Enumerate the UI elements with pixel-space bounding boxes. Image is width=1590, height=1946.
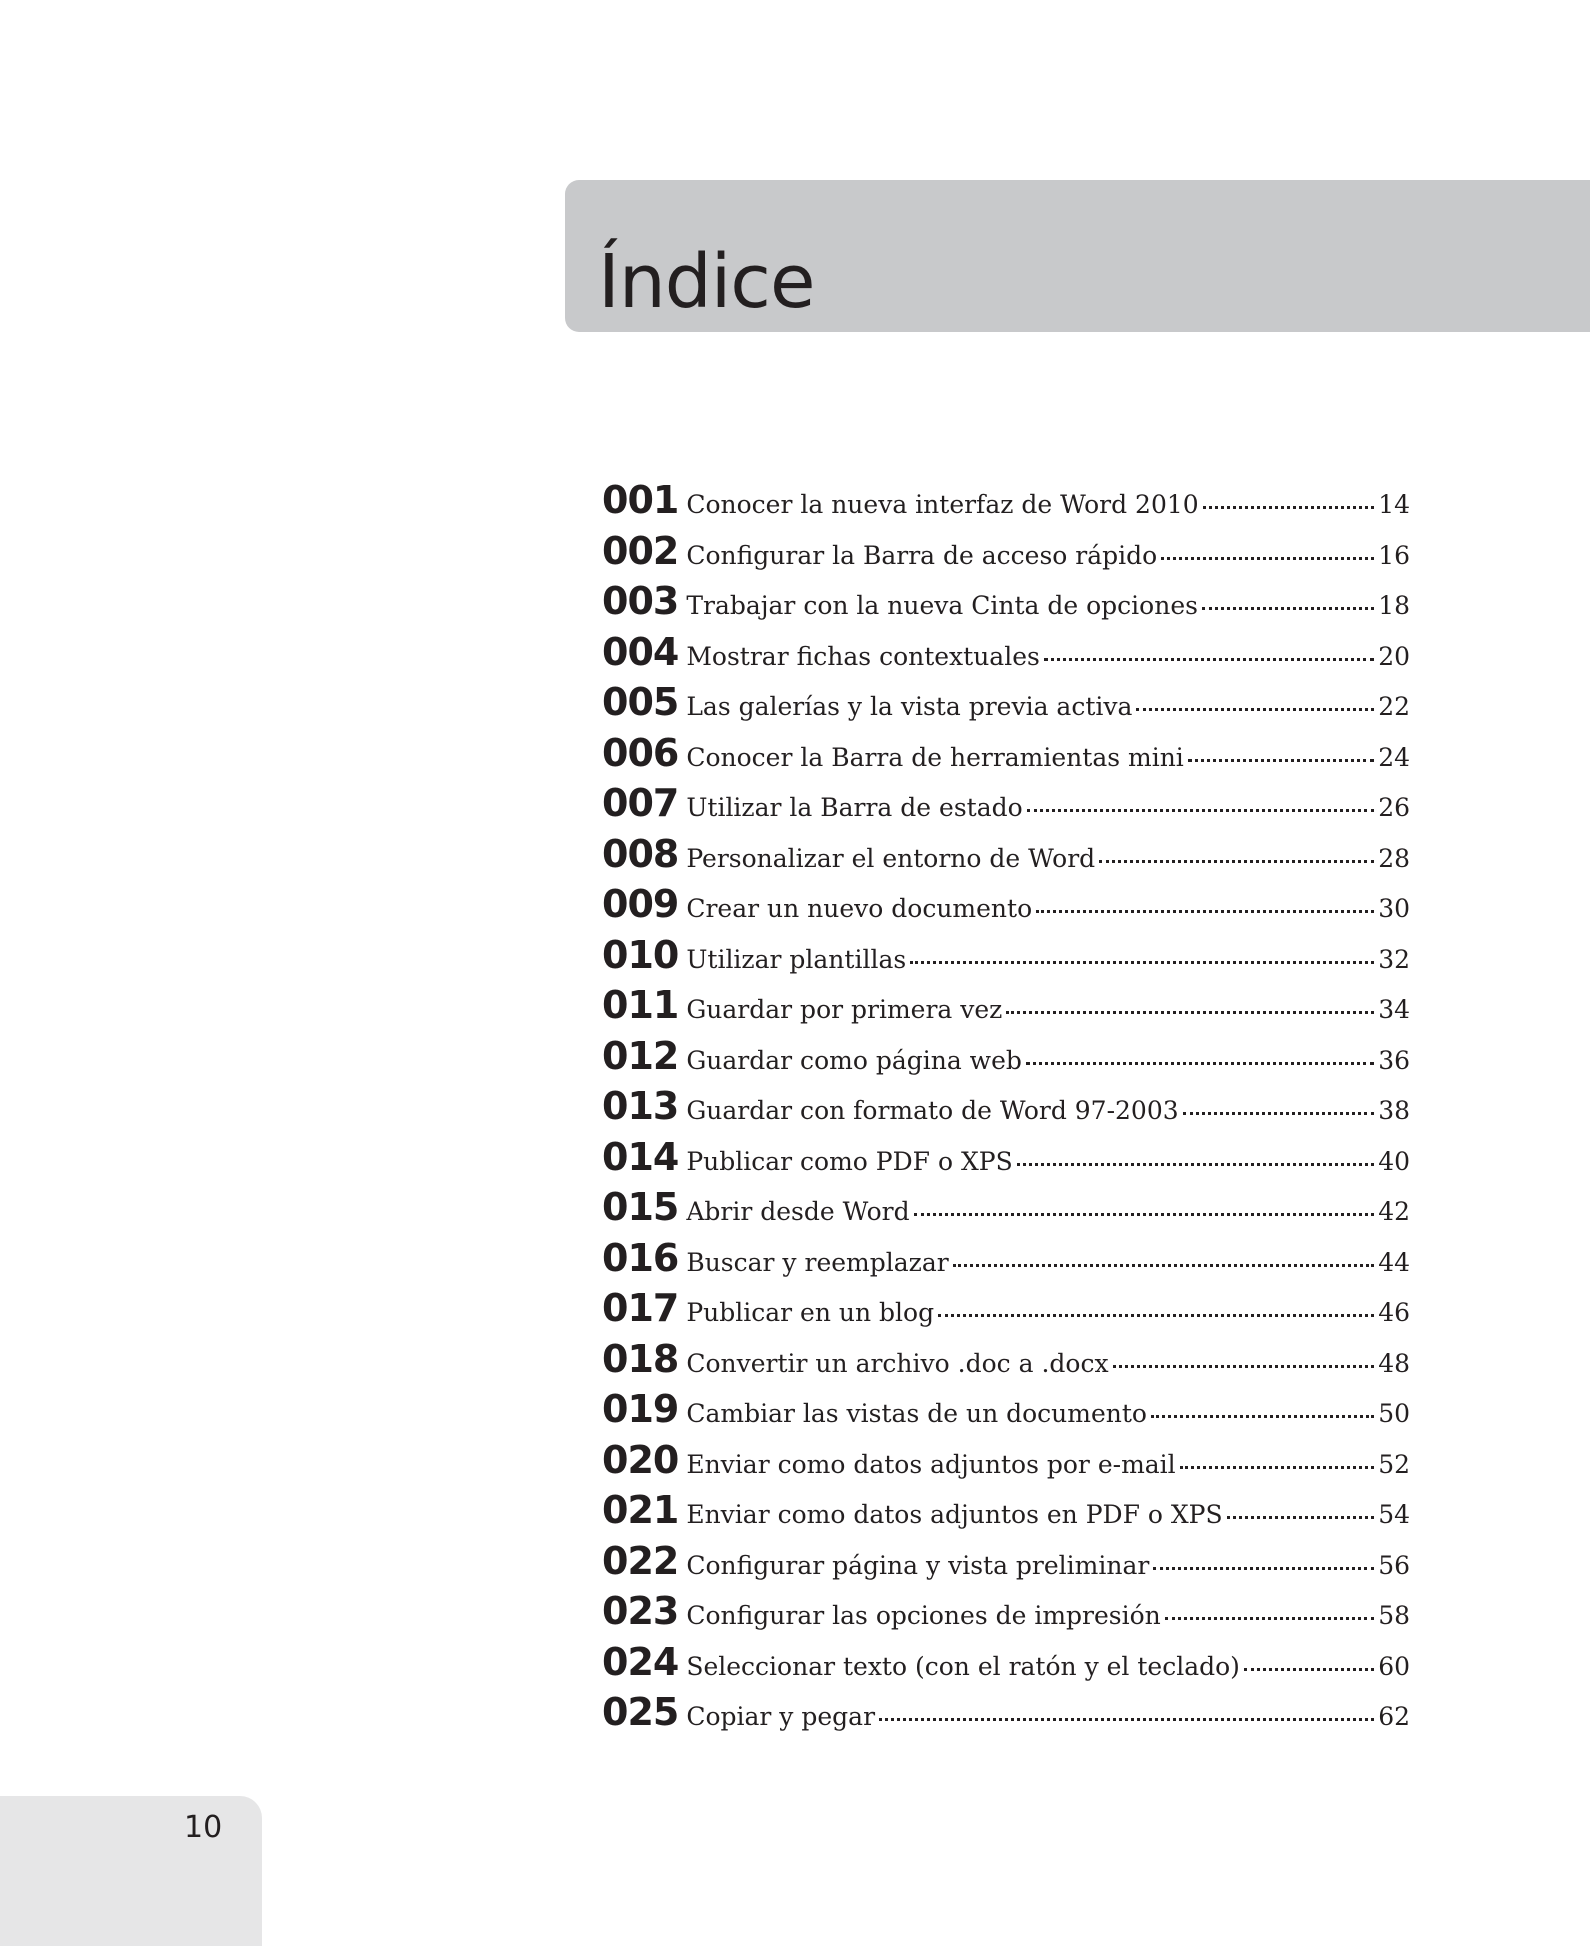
toc-entry[interactable] [602, 529, 1410, 580]
toc-entry[interactable] [602, 630, 1410, 681]
entry-number: 001 [602, 478, 679, 522]
toc-entry[interactable] [602, 579, 1410, 630]
entry-number: 007 [602, 781, 679, 825]
entry-number: 009 [602, 882, 679, 926]
entry-title: Crear un nuevo documento [686, 894, 1033, 923]
dot-leader [1017, 1163, 1374, 1166]
entry-number: 013 [602, 1084, 679, 1128]
entry-page: 62 [1378, 1702, 1410, 1731]
entry-page: 22 [1378, 692, 1410, 721]
dot-leader [1165, 1617, 1374, 1620]
page-title: Índice [598, 239, 815, 325]
entry-title: Publicar como PDF o XPS [686, 1146, 1013, 1176]
entry-page: 44 [1378, 1247, 1410, 1277]
entry-number: 023 [602, 1589, 679, 1633]
entry-number: 011 [602, 983, 679, 1027]
entry-page: 30 [1378, 894, 1410, 923]
entry-page: 28 [1378, 843, 1410, 873]
entry-page: 40 [1378, 1146, 1410, 1176]
entry-number: 016 [602, 1235, 679, 1280]
entry-number: 018 [602, 1336, 679, 1381]
entry-number: 008 [602, 831, 679, 876]
entry-page: 48 [1378, 1348, 1410, 1378]
dot-leader [1136, 708, 1374, 711]
dot-leader [1027, 809, 1375, 812]
dot-leader [1006, 1011, 1374, 1014]
entry-page: 36 [1378, 1045, 1410, 1075]
entry-title: Mostrar fichas contextuales [686, 641, 1040, 671]
entry-number: 004 [602, 629, 679, 674]
toc-entry[interactable] [602, 1488, 1410, 1539]
entry-number: 019 [602, 1387, 679, 1431]
toc-entry[interactable] [602, 1084, 1410, 1135]
dot-leader [914, 1213, 1375, 1216]
entry-title: Las galerías y la vista previa activa [686, 692, 1133, 721]
dot-leader [879, 1718, 1374, 1721]
entry-title: Guardar como página web [686, 1045, 1022, 1075]
toc-entry[interactable] [602, 983, 1410, 1034]
entry-title: Utilizar plantillas [686, 944, 907, 974]
entry-title: Personalizar el entorno de Word [686, 843, 1096, 873]
dot-leader [1244, 1668, 1374, 1671]
entry-page: 60 [1378, 1651, 1410, 1681]
dot-leader [1227, 1516, 1375, 1519]
entry-title: Guardar por primera vez [686, 995, 1003, 1024]
entry-page: 20 [1378, 641, 1410, 671]
dot-leader [910, 961, 1374, 964]
entry-number: 017 [602, 1286, 679, 1330]
toc-entry[interactable] [602, 882, 1410, 933]
entry-number: 015 [602, 1185, 679, 1229]
entry-number: 003 [602, 579, 679, 623]
entry-number: 002 [602, 528, 679, 573]
entry-number: 005 [602, 680, 679, 724]
dot-leader [1188, 759, 1374, 762]
entry-page: 32 [1378, 944, 1410, 974]
entry-page: 26 [1378, 793, 1410, 822]
dot-leader [1203, 506, 1375, 509]
entry-page: 52 [1378, 1449, 1410, 1479]
toc-entry[interactable] [602, 1387, 1410, 1438]
dot-leader [1026, 1062, 1374, 1065]
entry-title: Utilizar la Barra de estado [686, 793, 1023, 822]
entry-number: 024 [602, 1639, 679, 1684]
entry-page: 14 [1378, 490, 1410, 519]
toc-entry[interactable] [602, 1337, 1410, 1388]
toc-entry[interactable] [602, 1640, 1410, 1691]
entry-title: Buscar y reemplazar [686, 1247, 949, 1277]
entry-number: 012 [602, 1033, 679, 1078]
dot-leader [1113, 1365, 1375, 1368]
dot-leader [1151, 1415, 1374, 1418]
entry-number: 021 [602, 1488, 679, 1532]
entry-number: 014 [602, 1134, 679, 1179]
entry-title: Publicar en un blog [686, 1298, 935, 1327]
dot-leader [1202, 607, 1374, 610]
entry-number: 006 [602, 730, 679, 775]
entry-page: 18 [1378, 591, 1410, 620]
entry-page: 46 [1378, 1298, 1410, 1327]
entry-title: Enviar como datos adjuntos por e-mail [686, 1449, 1176, 1479]
entry-title: Copiar y pegar [686, 1702, 876, 1731]
dot-leader [1099, 860, 1374, 863]
entry-title: Trabajar con la nueva Cinta de opciones [686, 591, 1198, 620]
dot-leader [1161, 557, 1374, 560]
entry-title: Enviar como datos adjuntos en PDF o XPS [686, 1500, 1223, 1529]
dot-leader [1044, 658, 1374, 661]
entry-page: 50 [1378, 1399, 1410, 1428]
entry-number: 010 [602, 932, 679, 977]
dot-leader [938, 1314, 1374, 1317]
entry-title: Convertir un archivo .doc a .docx [686, 1348, 1109, 1378]
toc-entry[interactable] [602, 1135, 1410, 1186]
entry-title: Seleccionar texto (con el ratón y el teclado) [686, 1651, 1240, 1681]
toc-entry[interactable] [602, 1539, 1410, 1590]
dot-leader [1153, 1567, 1374, 1570]
entry-title: Abrir desde Word [686, 1197, 910, 1226]
dot-leader [1183, 1112, 1375, 1115]
entry-title: Configurar página y vista preliminar [686, 1550, 1150, 1580]
entry-page: 16 [1378, 540, 1410, 570]
entry-page: 38 [1378, 1096, 1410, 1125]
entry-title: Cambiar las vistas de un documento [686, 1399, 1147, 1428]
toc-entry[interactable] [602, 781, 1410, 832]
entry-page: 24 [1378, 742, 1410, 772]
toc-entry[interactable] [602, 832, 1410, 883]
entry-page: 42 [1378, 1197, 1410, 1226]
table-of-contents [602, 478, 1410, 1741]
toc-entry[interactable] [602, 1185, 1410, 1236]
entry-page: 58 [1378, 1601, 1410, 1630]
entry-page: 54 [1378, 1500, 1410, 1529]
entry-title: Conocer la nueva interfaz de Word 2010 [686, 490, 1199, 519]
entry-title: Configurar las opciones de impresión [686, 1601, 1161, 1630]
dot-leader [1180, 1466, 1375, 1469]
toc-entry[interactable] [602, 680, 1410, 731]
entry-number: 025 [602, 1690, 679, 1734]
entry-title: Guardar con formato de Word 97-2003 [686, 1096, 1179, 1125]
entry-number: 022 [602, 1538, 679, 1583]
toc-entry[interactable] [602, 1589, 1410, 1640]
dot-leader [1036, 910, 1374, 913]
toc-entry[interactable] [602, 1286, 1410, 1337]
toc-entry[interactable] [602, 478, 1410, 529]
toc-entry[interactable] [602, 731, 1410, 782]
toc-entry[interactable] [602, 1236, 1410, 1287]
toc-entry[interactable] [602, 933, 1410, 984]
entry-number: 020 [602, 1437, 679, 1482]
page-number-tab [0, 1796, 262, 1946]
dot-leader [953, 1264, 1375, 1267]
page-number: 10 [184, 1810, 223, 1845]
entry-page: 34 [1378, 995, 1410, 1024]
toc-entry[interactable] [602, 1690, 1410, 1741]
entry-title: Configurar la Barra de acceso rápido [686, 540, 1158, 570]
toc-entry[interactable] [602, 1034, 1410, 1085]
entry-page: 56 [1378, 1550, 1410, 1580]
toc-entry[interactable] [602, 1438, 1410, 1489]
entry-title: Conocer la Barra de herramientas mini [686, 742, 1184, 772]
